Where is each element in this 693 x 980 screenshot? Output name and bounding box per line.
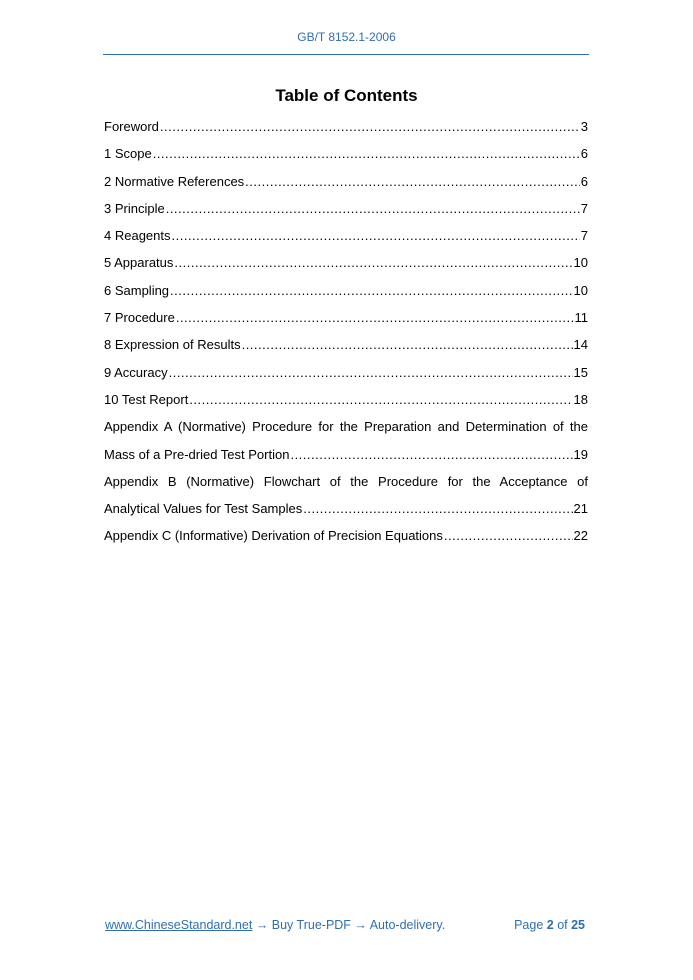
- toc-entry-label: Appendix C (Informative) Derivation of Precision Equations: [104, 528, 443, 544]
- toc-entry-test-report[interactable]: [104, 390, 588, 417]
- toc-entry-page: 18: [573, 391, 588, 407]
- toc-entry-label: 8 Expression of Results: [104, 337, 241, 353]
- toc-entry-page: 15: [573, 364, 588, 380]
- dot-leader: [242, 335, 573, 355]
- toc-entry-label: 10 Test Report: [104, 391, 189, 407]
- toc-entry-appendix-b-line1[interactable]: Appendix B (Normative) Flowchart of the Procedure for the Acceptance of: [104, 473, 588, 489]
- dot-leader: [290, 445, 572, 465]
- toc-entry-procedure[interactable]: [104, 308, 588, 335]
- toc-entry-label: 6 Sampling: [104, 282, 170, 298]
- dot-leader: [444, 526, 573, 546]
- toc-entry-sampling[interactable]: [104, 281, 588, 308]
- dot-leader: [153, 144, 580, 164]
- toc-entry-label: 4 Reagents: [104, 228, 171, 244]
- page-current: 2: [546, 918, 554, 932]
- header-divider: [103, 54, 589, 55]
- dot-leader: [245, 172, 580, 192]
- toc-entry-label: Mass of a Pre-dried Test Portion: [104, 446, 290, 462]
- toc-entry-page: 6: [580, 173, 588, 189]
- toc-entry-page: 10: [573, 282, 588, 298]
- toc-entry-appendix-a-line1[interactable]: Appendix A (Normative) Procedure for the Preparation and Determination of the: [104, 419, 588, 435]
- toc-entry-normative-references[interactable]: [104, 172, 588, 199]
- toc-entry-label: Foreword: [104, 119, 159, 134]
- toc-entry-expression-of-results[interactable]: [104, 335, 588, 362]
- toc-entry-apparatus[interactable]: [104, 253, 588, 280]
- page-title: Table of Contents: [275, 86, 418, 105]
- toc-entry-appendix-c[interactable]: [104, 526, 588, 553]
- dot-leader: [160, 117, 580, 137]
- dot-leader: [176, 308, 574, 328]
- dot-leader: [169, 363, 573, 383]
- toc-entry-page: 19: [573, 446, 588, 462]
- page-number: [514, 918, 585, 932]
- dot-leader: [172, 226, 580, 246]
- toc-entry-foreword[interactable]: [104, 117, 588, 144]
- footer-promo: [105, 918, 445, 932]
- header-standard-id: GB/T 8152.1-2006: [297, 30, 396, 44]
- toc-entry-accuracy[interactable]: [104, 363, 588, 390]
- toc-entry-page: 21: [573, 501, 588, 517]
- toc-entry-label: Analytical Values for Test Samples: [104, 501, 303, 517]
- toc-entry-label: 1 Scope: [104, 146, 152, 162]
- toc-entry-scope[interactable]: [104, 144, 588, 171]
- toc-entry-reagents[interactable]: [104, 226, 588, 253]
- table-of-contents: [104, 117, 588, 554]
- toc-entry-label: 5 Apparatus: [104, 255, 174, 271]
- toc-entry-label: 9 Accuracy: [104, 364, 168, 380]
- page-total: 25: [571, 918, 585, 932]
- toc-entry-page: 7: [580, 228, 588, 244]
- page-prefix: Page: [514, 918, 547, 932]
- toc-entry-label: 3 Principle: [104, 200, 165, 216]
- dot-leader: [166, 199, 580, 219]
- toc-entry-page: 3: [580, 119, 588, 134]
- dot-leader: [174, 253, 572, 273]
- toc-entry-appendix-b[interactable]: [104, 499, 588, 526]
- footer-promo-text: → Buy True-PDF → Auto-delivery.: [252, 918, 446, 932]
- website-link[interactable]: www.ChineseStandard.net: [105, 918, 253, 932]
- dot-leader: [170, 281, 572, 301]
- dot-leader: [189, 390, 572, 410]
- toc-entry-page: 6: [580, 146, 588, 162]
- page-of: of: [553, 918, 572, 932]
- toc-entry-principle[interactable]: [104, 199, 588, 226]
- toc-entry-page: 14: [573, 337, 588, 353]
- toc-entry-page: 7: [580, 200, 588, 216]
- toc-entry-page: 22: [573, 528, 588, 544]
- toc-entry-label: 2 Normative References: [104, 173, 245, 189]
- toc-entry-appendix-a[interactable]: [104, 445, 588, 472]
- page-footer: [105, 918, 585, 932]
- toc-entry-page: 10: [573, 255, 588, 271]
- toc-entry-label: 7 Procedure: [104, 310, 175, 326]
- toc-entry-page: 11: [574, 310, 588, 326]
- dot-leader: [303, 499, 572, 519]
